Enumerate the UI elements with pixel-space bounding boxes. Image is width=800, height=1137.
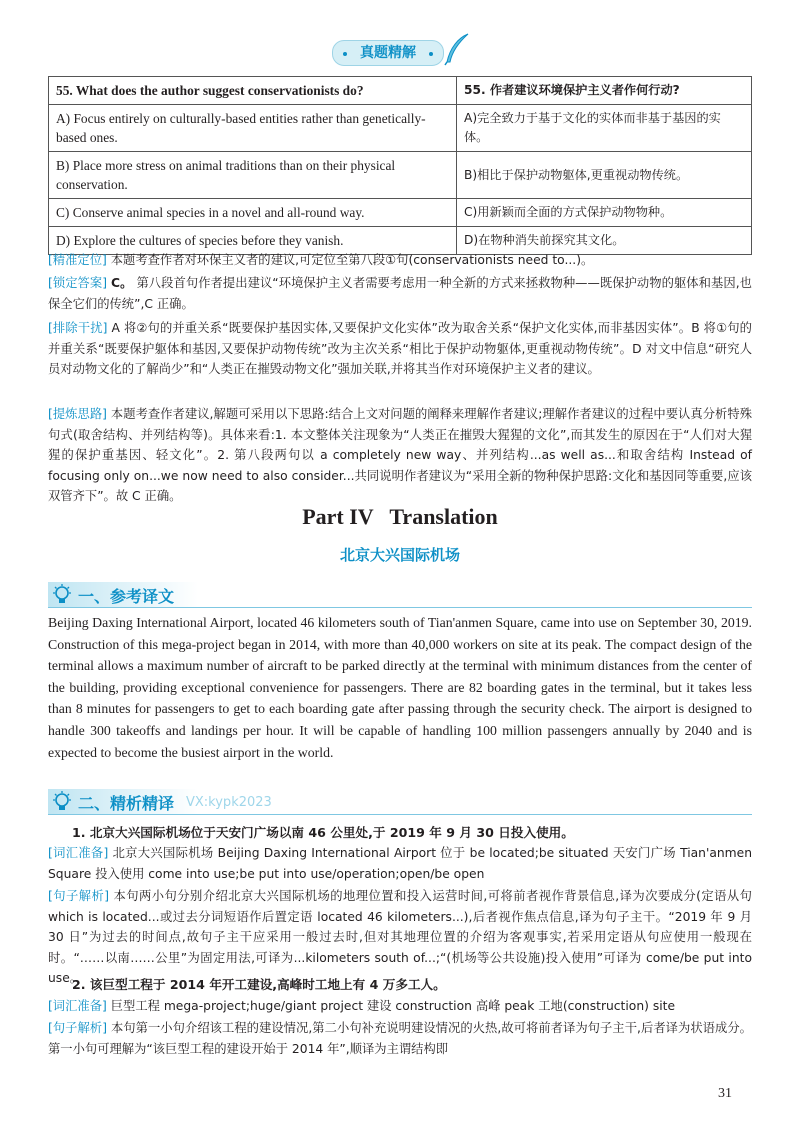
table-row: [49, 199, 752, 227]
reference-translation: Beijing Daxing International Airport, located 46 kilometers south of Tian'anmen Square, came into use on September 30, 2019. Construction of this mega-project began in 2014, with more than 40,000 workers on site at its peak. The compact design of the terminal allows a maximum number of aircraft to be parked directly at the terminal with minimum distances from the center of the building, providing exceptional convenience for passengers. There are 82 boarding gates in the terminal, but it takes less than 8 minutes for passengers to get to each boarding gate after passing through the security check. The airport is designed to handle 300 takeoffs and landings per hour. It will be capable of handling 100 million passengers annually by 2040 and is expected to become the busiest airport in the world.: [48, 615, 752, 760]
sentence-1-title: 1. 北京大兴国际机场位于天安门广场以南 46 公里处,于 2019 年 9 月 30 日投入使用。: [72, 825, 574, 840]
tag-label: [句子解析]: [48, 1021, 107, 1035]
question-table: [48, 76, 752, 255]
bullet-dot: [429, 52, 433, 56]
option-a-en: A) Focus entirely on culturally-based entities rather than genetically-based ones.: [49, 105, 457, 152]
tag-label: [词汇准备]: [48, 846, 109, 860]
option-b-en: B) Place more stress on animal traditions than on their physical conservation.: [49, 152, 457, 199]
lightbulb-icon: [50, 790, 74, 814]
tag-label: [词汇准备]: [48, 999, 107, 1013]
sentence-2-title: 2. 该巨型工程于 2014 年开工建设,高峰时工地上有 4 万多工人。: [72, 977, 446, 992]
option-c-en: C) Conserve animal species in a novel and all-round way.: [49, 199, 457, 227]
question-zh: 55. 作者建议环境保护主义者作何行动?: [457, 77, 752, 105]
sentence-1-vocab: [48, 843, 752, 884]
option-d-en: D) Explore the cultures of species before they vanish.: [49, 227, 457, 255]
parse-text: 本句两小句分别介绍北京大兴国际机场的地理位置和投入运营时间,可将前者视作背景信息,译为次要成分(定语从句 which is located...或过去分词短语作后置定语 located 46 kilometers...),后者视作焦点信息,译为句子主干。“2019 年 9 月 30 日”为过去的时间点,故句子主干应采用一般过去时,但对其地理位置的介绍为客观事实,若采用定语从句应使用一般现在时。“……以南……公里”为固定用法,可译为...kilometers south of...;“(机场等公共设施)投入使用”可译为 come/be put into use。: [48, 889, 752, 985]
tag-label: [句子解析]: [48, 889, 110, 903]
analysis-text: 第八段首句作者提出建议“环境保护主义者需要考虑用一种全新的方式来拯救物种——既保护动物的躯体和基因,也保全它们的传统”,C 正确。: [48, 276, 752, 311]
table-row: [49, 77, 752, 105]
page-number: 31: [718, 1086, 732, 1101]
section-banner: [324, 38, 474, 66]
parse-text: 本句第一小句介绍该工程的建设情况,第二小句补充说明建设情况的火热,故可将前者译为句子主干,后者译为状语成分。第一小句可理解为“该巨型工程的建设开始于 2014 年”,顺译为主谓结构即: [48, 1021, 752, 1056]
part-title: Part IV Translation: [302, 504, 498, 529]
option-c-zh: C)用新颖而全面的方式保护动物物种。: [457, 199, 752, 227]
sentence-2-vocab: [48, 996, 752, 1017]
lightbulb-icon: [50, 583, 74, 607]
analysis-exclude: [48, 318, 752, 380]
section-rule: [48, 607, 752, 608]
tag-label: [排除干扰]: [48, 321, 108, 335]
analysis-text: 本题考查作者对环保主义者的建议,可定位至第八段①句(conservationists need to...)。: [110, 253, 594, 267]
answer-letter: C。: [111, 276, 133, 290]
option-b-zh: B)相比于保护动物躯体,更重视动物传统。: [457, 152, 752, 199]
analysis-locate: [48, 250, 752, 271]
section-label: 一、参考译文: [78, 587, 175, 606]
analysis-answer: [48, 273, 752, 314]
quill-icon: [442, 32, 472, 66]
analysis-text: A 将②句的并重关系“既要保护基因实体,又要保护文化实体”改为取舍关系“保护文化实体,而非基因实体”。B 将①句的并重关系“既要保护躯体和基因,又要保护动物传统”改为主次关系“相比于保护动物躯体,更重视动物传统”。D 对文中信息“研究人员对动物文化的了解尚少”和“人类正在摧毁动物文化”强加关联,并将其当作对环境保护主义者的建议。: [48, 321, 752, 376]
option-d-zh: D)在物种消失前探究其文化。: [457, 227, 752, 255]
banner-title: 真题精解: [360, 45, 416, 61]
question-en: 55. What does the author suggest conservationists do?: [49, 77, 457, 105]
tag-label: [锁定答案]: [48, 276, 108, 290]
tag-label: [提炼思路]: [48, 407, 107, 421]
tag-label: [精准定位]: [48, 253, 107, 267]
section-label: 二、精析精译: [78, 794, 175, 813]
part-subtitle: 北京大兴国际机场: [339, 546, 460, 564]
option-a-zh: A)完全致力于基于文化的实体而非基于基因的实体。: [457, 105, 752, 152]
section-rule: [48, 814, 752, 815]
analysis-approach: [48, 404, 752, 507]
sentence-2-parse: [48, 1018, 752, 1059]
banner-pill: [332, 40, 444, 66]
bullet-dot: [343, 52, 347, 56]
watermark: VX:kypk2023: [186, 795, 272, 810]
table-row: [49, 152, 752, 199]
vocab-text: 巨型工程 mega-project;huge/giant project 建设 construction 高峰 peak 工地(construction) site: [110, 999, 676, 1013]
section-header-analysis: [48, 789, 752, 815]
section-header-reference: [48, 582, 752, 608]
analysis-text: 本题考查作者建议,解题可采用以下思路:结合上文对问题的阐释来理解作者建议;理解作者建议的过程中要认真分析特殊句式(取舍结构、并列结构等)。具体来看:1. 本文整体关注现象为“人类正在摧毁大猩猩的文化”,而其发生的原因在于“人们对大猩猩的保护重基因、轻文化”。2. 第八段两句以 a completely new way、并列结构...as well as...和取舍结构 Instead of focusing only on...we now need to also consider...共同说明作者建议为“采用全新的物种保护思路:文化和基因同等重要,应该双管齐下”。故 C 正确。: [48, 407, 752, 503]
vocab-text: 北京大兴国际机场 Beijing Daxing International Airport 位于 be located;be situated 天安门广场 Tian'anmen Square 投入使用 come into use;be put into use/operation;open/be open: [48, 846, 752, 881]
table-row: [49, 105, 752, 152]
